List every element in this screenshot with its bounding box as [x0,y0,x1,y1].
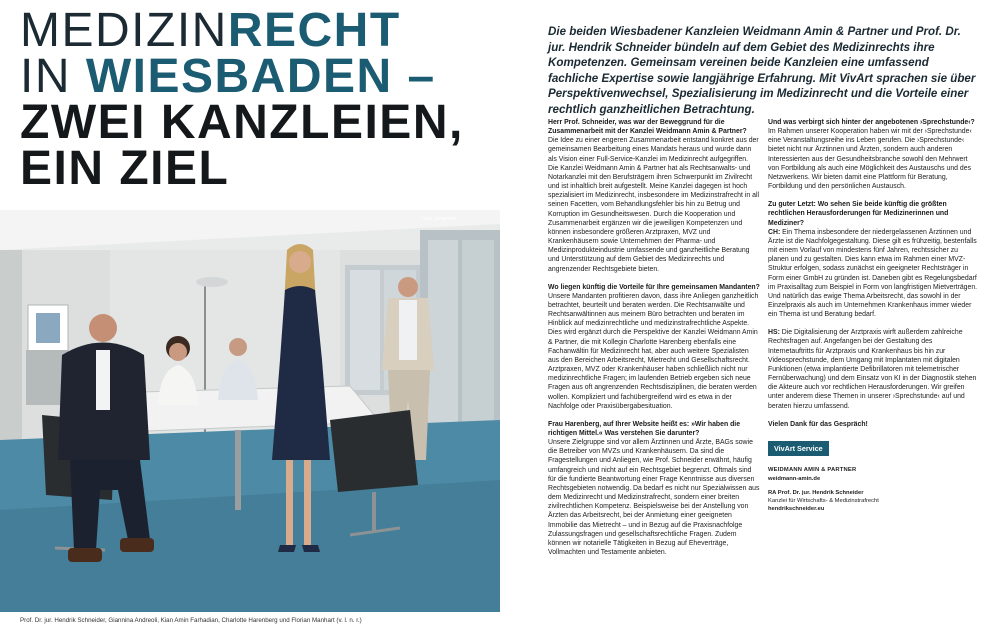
question-5: Zu guter Letzt: Wo sehen Sie beide künftig die größten rechtlichen Herausforderungen für Medizinerinnen und Mediziner? [768,201,949,227]
headline-line-4: EIN ZIEL [20,142,230,195]
answer-5 [768,228,980,320]
window-pane [428,240,458,430]
person-5-shirt [399,300,417,360]
interview-column-2 [768,118,980,513]
question-2: Wo liegen künftig die Vorteile für Ihre gemeinsamen Mandanten? [548,283,760,291]
person-4-face [229,338,247,356]
headline-line-2 [20,50,490,103]
answer-1: Die Idee zu einer engeren Zusammenarbeit entstand konkret aus der gemeinsamen Bearbeitung eines Mandats heraus und wurde dann als Vision einer Full-Service-Kanzlei im Medizinrecht aufgegriffen. Die Kanzlei Weidmann Amin & Partner hat als Rechtsanwalts- und Notarkanzlei mit den Berufsträgern ihren Schwerpunkt im Zivilrecht und ist inhaltlich breit aufgestellt. Meine Kanzlei dagegen ist hoch spezialisiert im Medizinrecht, insbesondere im Medizinstrafrecht in all seinen Facetten, vom Behandlungsfehler bis hin zu Betrug und Korruption im Gesundheitswesen. Durch die Kooperation und Zusammenarbeit ergänzen wir die jeweiligen Kompetenzen und können insbesondere größeren Arztpraxen, MVZ und Krankenhäusern sowie Unternehmen der Pharma- und Medizinprodukteindustrie umfassende und ganzheitliche Beratung und Unterstützung auf dem Gebiet des Medizinrechts und angrenzender Rechtsgebiete bieten. [548,137,760,273]
question-1: Herr Prof. Schneider, was war der Beweggrund für die Zusammenarbeit mit der Kanzlei Weidmann Amin & Partner? [548,119,747,136]
answer-6-text: Die Digitalisierung der Arztpraxis wirft außerdem zahlreiche Rechtsfragen auf. Angefangen bei der Gestaltung des Internetauftritts für Arztpraxis und Krankenhaus bis hin zur Videosprechstunde, dem Umgang mit Implantaten mit digitalen Funktionen (etwa implantierte Defibrillatoren mit telemetrischer Fernüberwachung) und dem Einsatz von KI in der Diagnostik stehen die Akteure auch vor rechtlichen Herausforderungen. Wir greifen unter anderem diese Themen in unserer ›Sprechstunde‹ auf und beraten hierzu umfassend. [768,329,977,410]
closing-line: Vielen Dank für das Gespräch! [768,420,868,428]
firm-1-website[interactable]: weidmann-amin.de [768,476,821,483]
vivart-service-label: VivArt Service [768,441,829,456]
photo-credit: Foto: Jungewelt [421,216,457,222]
intro-paragraph: Die beiden Wiesbadener Kanzleien Weidmann Amin & Partner und Prof. Dr. jur. Hendrik Schneider bündeln auf dem Gebiet des Medizinrechts ihre Kompetenzen. Gemeinsam vereinen beide Kanzleien eine umfassend fachliche Expertise sowie langjährige Erfahrung. Mit VivArt sprachen sie über Perspektivenwechsel, Spezialisierung im Medizinrecht und die Vorteile einer rechtlich ganzheitlichen Betrachtung. [548,25,976,116]
firm-2-description: Kanzlei für Wirtschafts- & Medizinstrafrecht [768,498,879,505]
photo-caption: Prof. Dr. jur. Hendrik Schneider, Giannina Andreoli, Kian Amin Farhadian, Charlotte Harenberg und Florian Manhart (v. l. n. r.) [20,617,362,624]
wall-art-image [36,313,60,343]
headline-word-medizin: MEDIZIN [20,4,228,57]
answer-6-speaker: HS: [768,329,780,337]
answer-3: Unsere Zielgruppe sind vor allem Ärztinnen und Ärzte, BAGs sowie die Betreiber von MVZs und Krankenhäusern. Da sind die Fragestellungen und Anliegen, wie Prof. Schneider erwähnt, häufig umfangreich und nicht auf ein Rechtsgebiet begrenzt. Oftmals sind für die fundierte Beantwortung einer Frage Kenntnisse aus diversen Rechtsgebieten notwendig. Da bedarf es nicht nur Spezialwissen aus dem Medizinrecht und Medizinstrafrecht, sondern einer breiten zivilrechtlichen Kompetenz. Beispielsweise bei der Anstellung von Ärzten das Arbeitsrecht, bei der Anmietung einer geeigneten Immobilie das Mietrecht – und in Bezug auf die Praxisnachfolge Zulassungsfragen und gesellschaftsrechtliche Fragen. Zudem können wir notarielle Tätigkeiten in Bezug auf Eheverträge, Vollmachten und Testamente anbieten. [548,439,760,557]
answer-5-text: Ein Thema insbesondere der niedergelassenen Ärztinnen und Ärzte ist die Nachfolgegestaltung. Diese gilt es frühzeitig, bestenfalls mit einem Vorlauf von mindestens fünf Jahren, rechtssicher zu planen und zu gestalten. Dies kann etwa im Rahmen einer MVZ-Struktur erfolgen, sodass zunächst ein geeigneter Rechtsträger in Form einer GmbH zu gründen ist. Daneben gibt es Regelungsbedarf im Praxisalltag zum Beispiel in Form von langfristigen Mietverträgen. Und natürlich das ewige Thema Arbeitsrecht, das sowohl in der Einzelpraxis als auch im Unternehmen Krankenhaus immer wieder ein Thema ist und Beratung bedarf. [768,228,978,319]
office-photo [0,210,500,612]
answer-5-speaker: CH: [768,228,781,236]
answer-4: Im Rahmen unserer Kooperation haben wir mit der ›Sprechstunde‹ eine Veranstaltungsreihe ins Leben gerufen. Die ›Sprechstunde‹ bietet nicht nur Ärztinnen und Ärzten, sondern auch anderen Interessierten aus der Gesundheitsbranche sowohl den Mehrwert von Fortbildung als auch eine Möglichkeit des Austauschs und des Netzwerkens. Wir bieten damit eine Plattform für Beratung, Fortbildung und den persönlichen Austausch. [768,128,972,191]
headline-line-1 [20,4,490,57]
headline [20,4,490,195]
question-4: Und was verbirgt sich hinter der angebotenen ›Sprechstunde‹? [768,119,975,126]
firm-1-name: WEIDMANN AMIN & PARTNER [768,467,857,473]
headline-word-wiesbaden: WIESBADEN – [85,50,436,103]
answer-2: Unsere Mandanten profitieren davon, dass ihre Anliegen ganzheitlich betrachtet, beurteilt und beraten werden. Die Rechtsanwälte und Rechtsanwältinnen aus meinem Büro betrachten und beraten im Hinblick auf medizinrechtliche und medizinstrafrechtliche Aspekte. Dies wird ergänzt durch die Perspektive der Kanzlei Weidmann Amin & Partner, die mit Kollegin Charlotte Harenberg ebenfalls eine Fachanwältin für Medizinrecht hat, aber auch weitere Spezialisten aus den Bereichen Arbeitsrecht, Mietrecht und Gesellschaftsrecht. Arztpraxen, MVZ oder Krankenhäuser haben schließlich nicht nur medizinrechtliche Fragen; im laufenden Betrieb ergeben sich neue Fragen aus oft angrenzenden Rechtsdisziplinen, die beraten werden wollen. Kompliziert und fachübergreifend wird es etwa in der Nachfolge oder Praxisübergabesituation. [548,292,759,410]
interview-column-1 [548,118,760,566]
person-5-face [398,277,418,297]
office-photo-illustration [0,210,500,612]
question-3: Frau Harenberg, auf Ihrer Website heißt es: »Wir haben die richtigen Mittel.« Was verstehen Sie darunter? [548,420,741,437]
person-3-face [169,343,187,361]
answer-6 [768,328,980,410]
floor-lamp-head [196,277,228,287]
firm-2-website[interactable]: hendrikschneider.eu [768,506,825,513]
headline-word-in: IN [20,50,86,103]
headline-line-3: ZWEI KANZLEIEN, [20,96,464,149]
window-pane [462,240,494,430]
headline-word-recht: RECHT [227,4,401,57]
window-pane [350,270,380,390]
firm-2-name: RA Prof. Dr. jur. Hendrik Schneider [768,490,864,497]
table-leg [235,430,241,510]
